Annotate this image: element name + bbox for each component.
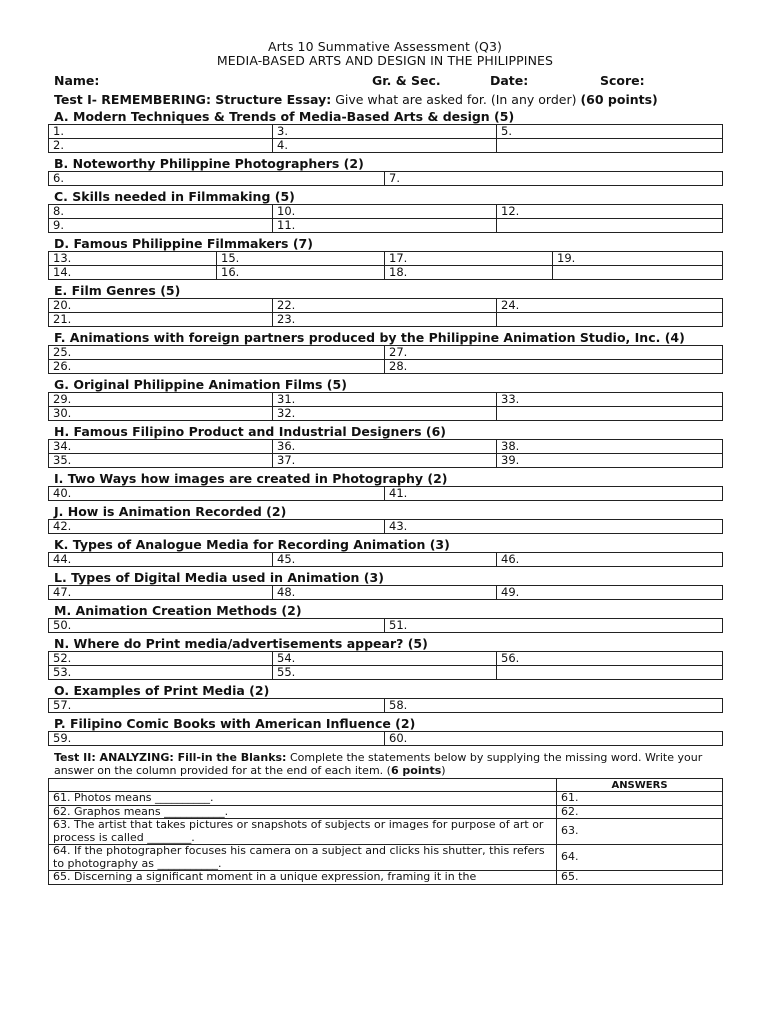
section-heading: L. Types of Digital Media used in Animation (3) [54,570,384,585]
date-label: Date: [490,73,529,88]
section-heading: N. Where do Print media/advertisements appear? (5) [54,636,428,651]
answer-cell[interactable]: 64. [557,845,723,871]
section-heading: C. Skills needed in Filmmaking (5) [54,189,295,204]
answer-cell[interactable]: 30. [49,407,273,421]
table-row [49,553,723,567]
answer-grid [48,298,723,327]
answer-cell[interactable]: 1. [49,125,273,139]
answer-cell[interactable]: 25. [49,346,385,360]
answer-cell[interactable]: 23. [273,313,497,327]
answer-cell[interactable]: 14. [49,266,217,280]
question-cell: 62. Graphos means ___________. [49,805,557,819]
answer-grid [48,651,723,680]
table-row [49,266,723,280]
section-heading: F. Animations with foreign partners produced by the Philippine Animation Studio, Inc. (4) [54,330,685,345]
answer-cell[interactable]: 4. [273,139,497,153]
title-line-2: MEDIA-BASED ARTS AND DESIGN IN THE PHILIPPINES [216,53,554,68]
answer-cell[interactable]: 20. [49,299,273,313]
assessment-page [48,40,722,885]
answer-grid [48,204,723,233]
answer-cell[interactable]: 31. [273,393,497,407]
section-heading: P. Filipino Comic Books with American Influence (2) [54,716,416,731]
answer-grid [48,731,723,746]
answer-cell[interactable]: 38. [497,440,723,454]
answer-grid [48,345,723,374]
answer-cell[interactable]: 60. [385,732,723,746]
answer-cell[interactable]: 61. [557,792,723,806]
answer-cell[interactable]: 51. [385,619,723,633]
table-row [49,440,723,454]
answer-grid [48,251,723,280]
table-row [49,845,723,871]
table-row [49,732,723,746]
table-row [49,360,723,374]
answer-cell[interactable] [497,666,723,680]
answer-cell[interactable]: 55. [273,666,497,680]
table-row [49,520,723,534]
answer-cell[interactable]: 6. [49,172,385,186]
answer-cell[interactable]: 32. [273,407,497,421]
table-row [49,252,723,266]
question-cell: 63. The artist that takes pictures or snapshots of subjects or images for purpose of art or process is called ________. [49,819,557,845]
test-1-title: Test I- REMEMBERING: Structure Essay: [54,92,332,107]
answer-cell[interactable]: 36. [273,440,497,454]
answer-cell[interactable]: 49. [497,586,723,600]
section-heading: O. Examples of Print Media (2) [54,683,270,698]
question-cell: 64. If the photographer focuses his camera on a subject and clicks his shutter, this refers to photography as ___________. [49,845,557,871]
answer-cell[interactable]: 21. [49,313,273,327]
answer-cell[interactable]: 10. [273,205,497,219]
answer-cell[interactable]: 7. [385,172,723,186]
section-heading: H. Famous Filipino Product and Industrial Designers (6) [54,424,447,439]
answer-grid [48,618,723,633]
answer-grid [48,439,723,468]
table-row [49,313,723,327]
table-row [49,487,723,501]
answer-cell[interactable]: 39. [497,454,723,468]
table-row [49,205,723,219]
answer-cell[interactable]: 43. [385,520,723,534]
table-row [49,619,723,633]
table-row [49,454,723,468]
fill-in-blanks-table [48,778,723,885]
answer-cell[interactable]: 45. [273,553,497,567]
answer-cell[interactable]: 40. [49,487,385,501]
answer-cell[interactable]: 57. [49,699,385,713]
answer-cell[interactable]: 8. [49,205,273,219]
test-1-directions: Give what are asked for. (In any order) [331,92,581,107]
answer-cell[interactable]: 11. [273,219,497,233]
answer-cell[interactable]: 18. [385,266,553,280]
table-row [49,172,723,186]
table-row [49,125,723,139]
answer-cell[interactable] [497,407,723,421]
answer-cell[interactable]: 16. [217,266,385,280]
test-1-points: (60 points) [580,92,658,107]
answer-grid [48,698,723,713]
table-row [49,666,723,680]
answer-cell[interactable]: 3. [273,125,497,139]
test-1-sections [48,110,722,746]
table-row [49,346,723,360]
table-row [49,219,723,233]
answer-cell[interactable]: 42. [49,520,385,534]
answer-cell[interactable]: 19. [553,252,723,266]
answer-cell[interactable]: 54. [273,652,497,666]
answer-cell[interactable]: 22. [273,299,497,313]
answer-cell[interactable]: 29. [49,393,273,407]
answer-cell[interactable]: 24. [497,299,723,313]
answer-cell[interactable]: 26. [49,360,385,374]
section-heading: A. Modern Techniques & Trends of Media-Based Arts & design (5) [54,109,515,124]
answer-cell[interactable]: 27. [385,346,723,360]
test-2-close-paren: ) [441,763,446,777]
answer-cell[interactable]: 34. [49,440,273,454]
answer-cell[interactable]: 5. [497,125,723,139]
section-heading: D. Famous Philippine Filmmakers (7) [54,236,313,251]
answer-cell[interactable]: 41. [385,487,723,501]
test-2-directions: Complete the statements below by supplying the missing word. Write your answer on the column provided for at the end of each item. ( [54,751,703,777]
grade-section-label: Gr. & Sec. [372,73,441,88]
name-label: Name: [54,73,100,88]
section-heading: B. Noteworthy Philippine Photographers (2) [54,156,364,171]
answer-grid [48,392,723,421]
answers-header: ANSWERS [557,779,723,792]
answer-cell[interactable] [497,139,723,153]
answer-cell[interactable]: 15. [217,252,385,266]
table-row [49,871,723,885]
answer-cell[interactable]: 17. [385,252,553,266]
table-row [49,393,723,407]
test-1-instruction [48,93,722,106]
answer-grid [48,585,723,600]
test-2-instruction [48,752,722,777]
section-heading: I. Two Ways how images are created in Photography (2) [54,471,448,486]
answer-cell[interactable]: 58. [385,699,723,713]
answer-cell[interactable]: 28. [385,360,723,374]
answer-cell[interactable]: 47. [49,586,273,600]
answer-cell[interactable]: 37. [273,454,497,468]
question-cell: 65. Discerning a significant moment in a unique expression, framing it in the [49,871,557,885]
answer-cell[interactable]: 56. [497,652,723,666]
answer-cell[interactable]: 48. [273,586,497,600]
answer-grid [48,171,723,186]
answer-cell[interactable]: 63. [557,819,723,845]
answer-cell[interactable]: 35. [49,454,273,468]
answer-cell[interactable]: 59. [49,732,385,746]
table-row [49,586,723,600]
answer-grid [48,552,723,567]
table-row [49,819,723,845]
section-heading: E. Film Genres (5) [54,283,181,298]
table-row [49,805,723,819]
table-row [49,792,723,806]
answer-cell[interactable]: 12. [497,205,723,219]
answer-cell[interactable] [497,313,723,327]
table-row [49,299,723,313]
section-heading: G. Original Philippine Animation Films (5) [54,377,347,392]
student-info-row [48,73,722,91]
answer-grid [48,124,723,153]
answer-cell[interactable] [553,266,723,280]
answer-cell[interactable]: 33. [497,393,723,407]
answer-cell[interactable]: 65. [557,871,723,885]
answer-cell[interactable]: 62. [557,805,723,819]
table-row [49,699,723,713]
table-row [49,139,723,153]
answer-cell[interactable]: 53. [49,666,273,680]
score-label: Score: [600,73,645,88]
section-heading: M. Animation Creation Methods (2) [54,603,302,618]
section-heading: K. Types of Analogue Media for Recording Animation (3) [54,537,450,552]
answer-cell[interactable]: 50. [49,619,385,633]
table-row [49,652,723,666]
title-line-1: Arts 10 Summative Assessment (Q3) [267,39,503,54]
questions-header-cell [49,779,557,792]
answer-grid [48,519,723,534]
answer-cell[interactable]: 52. [49,652,273,666]
answer-cell[interactable]: 13. [49,252,217,266]
answer-grid [48,486,723,501]
test-2-points: 6 points [390,763,442,777]
test-2-title: Test II: ANALYZING: Fill-in the Blanks: [54,751,287,764]
answer-cell[interactable] [497,219,723,233]
answer-cell[interactable]: 2. [49,139,273,153]
table-row [49,407,723,421]
answer-cell[interactable]: 46. [497,553,723,567]
section-heading: J. How is Animation Recorded (2) [54,504,287,519]
question-cell: 61. Photos means __________. [49,792,557,806]
answer-cell[interactable]: 9. [49,219,273,233]
answer-cell[interactable]: 44. [49,553,273,567]
